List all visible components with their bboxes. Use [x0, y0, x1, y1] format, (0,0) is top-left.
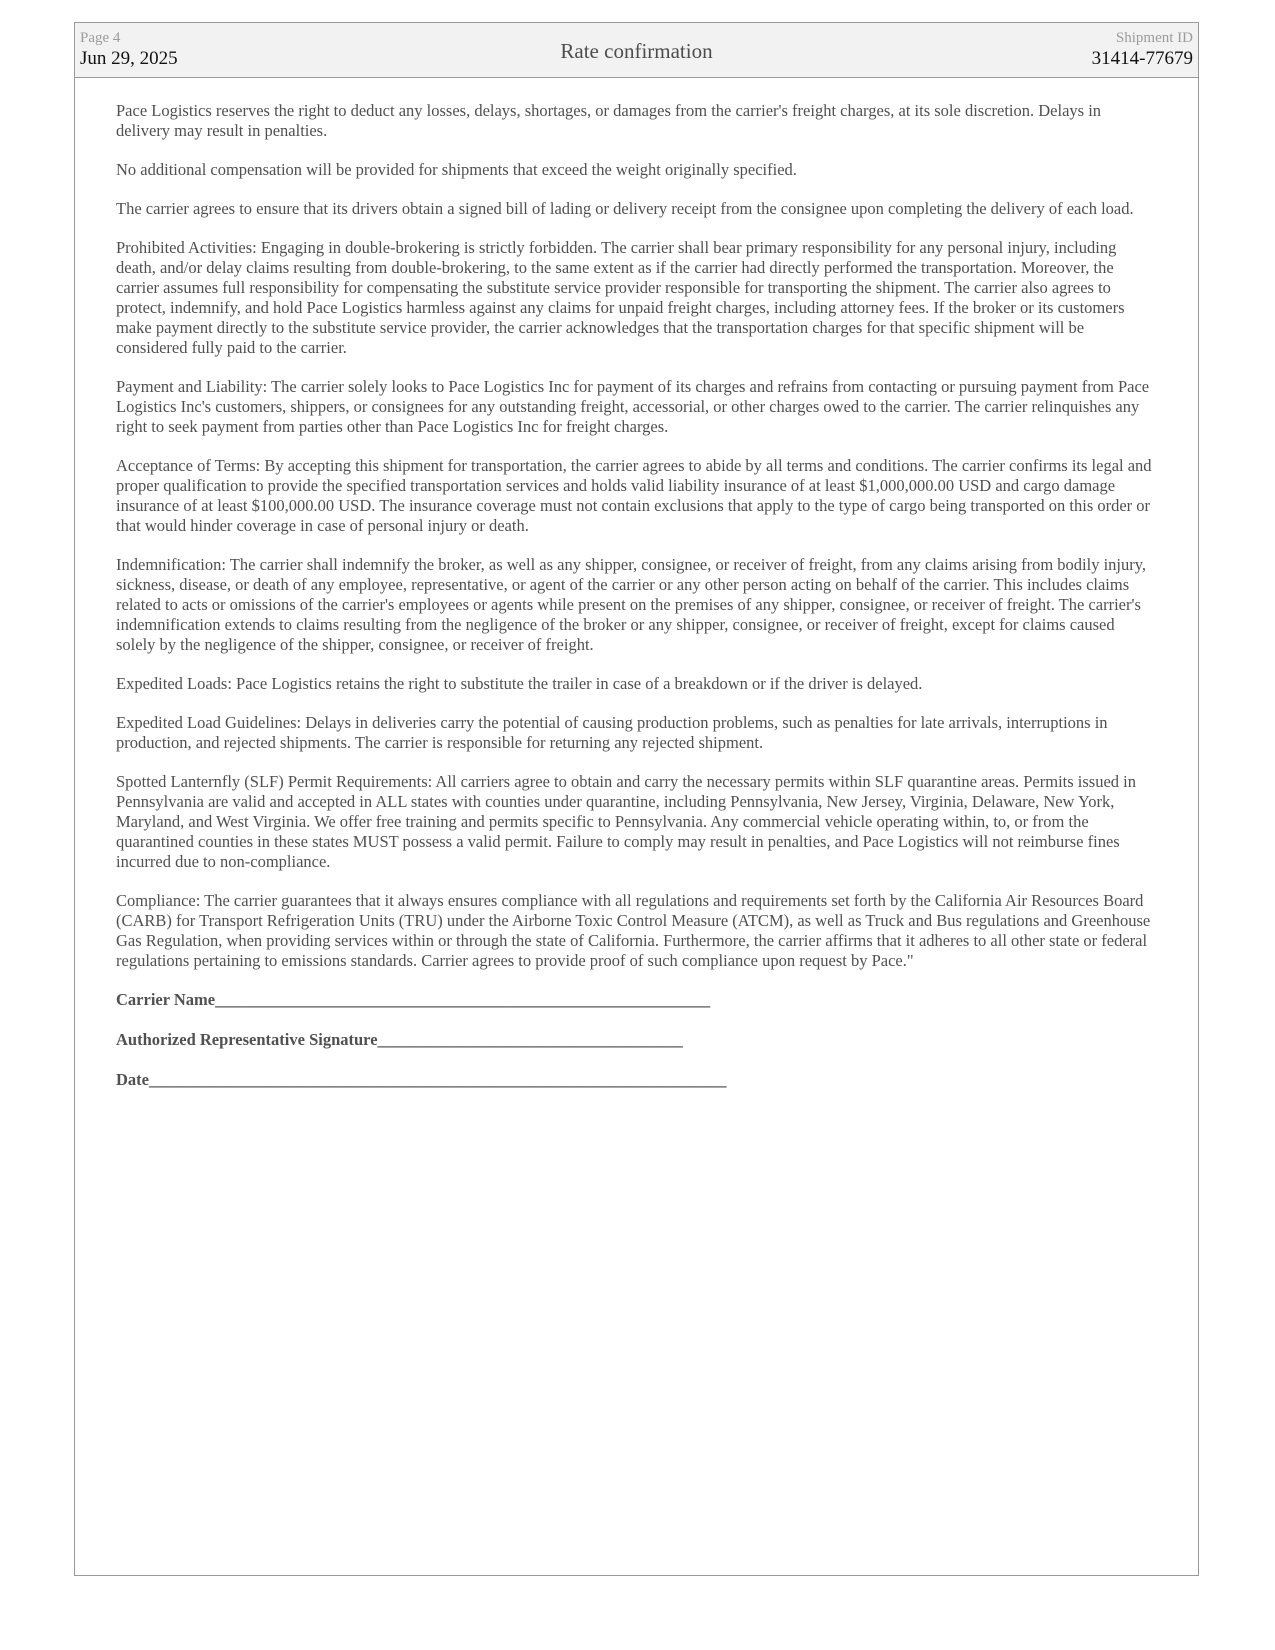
paragraph-expedited-guidelines: Expedited Load Guidelines: Delays in deliveries carry the potential of causing production problems, such as penalties for late arrivals, interruptions in production, and rejected shipments. The carrier is responsible for returning any rejected shipment.: [116, 713, 1108, 752]
terms-body: [116, 101, 1158, 1110]
paragraph-expedited-loads: Expedited Loads: Pace Logistics retains the right to substitute the trailer in case of a breakdown or if the driver is delayed.: [116, 674, 923, 693]
paragraph-deductions: Pace Logistics reserves the right to deduct any losses, delays, shortages, or damages from the carrier's freight charges, at its sole discretion. Delays in delivery may result in penalties.: [116, 101, 1102, 140]
paragraph-bill-of-lading: The carrier agrees to ensure that its drivers obtain a signed bill of lading or delivery receipt from the consignee upon completing the delivery of each load.: [116, 199, 1134, 218]
paragraph-payment-liability: Payment and Liability: The carrier solely looks to Pace Logistics Inc for payment of its charges and refrains from contacting or pursuing payment from Pace Logistics Inc's customers, shippers, or consignees for any outstanding freight, accessorial, or other charges owed to the carrier. The carrier relinquishes any right to seek payment from parties other than Pace Logistics Inc for freight charges.: [116, 377, 1150, 436]
document-page: [74, 22, 1199, 1576]
paragraph-compliance: Compliance: The carrier guarantees that it always ensures compliance with all regulations and requirements set forth by the California Air Resources Board (CARB) for Transport Refrigeration Units (TRU) under the Airborne Toxic Control Measure (ATCM), as well as Truck and Bus regulations and Greenhouse Gas Regulation, when providing services within or through the state of California. Furthermore, the carrier affirms that it adheres to all other state or federal regulations pertaining to emissions standards. Carrier agrees to provide proof of such compliance upon request by Pace.": [116, 891, 1151, 970]
paragraph-indemnification: Indemnification: The carrier shall indemnify the broker, as well as any shipper, consignee, or receiver of freight, from any claims arising from bodily injury, sickness, disease, or death of any employee, representative, or agent of the carrier or any other person acting on behalf of the carrier. This includes claims related to acts or omissions of the carrier's employees or agents while present on the premises of any shipper, consignee, or receiver of freight. The carrier's indemnification extends to claims resulting from the negligence of the broker or any shipper, consignee, or receiver of freight, except for claims caused solely by the negligence of the shipper, consignee, or receiver of freight.: [116, 555, 1147, 654]
document-title: Rate confirmation: [560, 39, 713, 63]
carrier-name-line: Carrier Name____________________________________________________________: [116, 990, 711, 1009]
header-right: [1092, 30, 1193, 70]
paragraph-prohibited-activities: Prohibited Activities: Engaging in double-brokering is strictly forbidden. The carrier shall bear primary responsibility for any personal injury, including death, and/or delay claims resulting from double-brokering, to the same extent as if the carrier had directly performed the transportation. Moreover, the carrier assumes full responsibility for compensating the substitute service provider responsible for transporting the shipment. The carrier also agrees to protect, indemnify, and hold Pace Logistics harmless against any claims for unpaid freight charges, including attorney fees. If the broker or its customers make payment directly to the substitute service provider, the carrier acknowledges that the transportation charges for that specific shipment will be considered fully paid to the carrier.: [116, 238, 1125, 357]
date-line: Date______________________________________________________________________: [116, 1070, 727, 1089]
paragraph-acceptance-of-terms: Acceptance of Terms: By accepting this shipment for transportation, the carrier agrees to abide by all terms and conditions. The carrier confirms its legal and proper qualification to provide the specified transportation services and holds valid liability insurance of at least $1,000,000.00 USD and cargo damage insurance of at least $100,000.00 USD. The insurance coverage must not contain exclusions that apply to the type of cargo being transported on this order or that would hinder coverage in case of personal injury or death.: [116, 456, 1152, 535]
paragraph-slf-permit: Spotted Lanternfly (SLF) Permit Requirements: All carriers agree to obtain and carry the necessary permits within SLF quarantine areas. Permits issued in Pennsylvania are valid and accepted in ALL states with counties under quarantine, including Pennsylvania, New Jersey, Virginia, Delaware, New York, Maryland, and West Virginia. We offer free training and permits specific to Pennsylvania. Any commercial vehicle operating within, to, or from the quarantined counties in these states MUST possess a valid permit. Failure to comply may result in penalties, and Pace Logistics will not reimburse fines incurred due to non-compliance.: [116, 772, 1136, 871]
page-header: [75, 23, 1198, 78]
document-date: Jun 29, 2025: [80, 48, 178, 69]
shipment-id-label: Shipment ID: [1115, 30, 1193, 46]
paragraph-weight: No additional compensation will be provided for shipments that exceed the weight originally specified.: [116, 160, 797, 179]
shipment-id: 31414-77679: [1091, 48, 1193, 69]
signature-line: Authorized Representative Signature_____________________________________: [116, 1030, 683, 1049]
page-number: Page 4: [80, 30, 121, 46]
